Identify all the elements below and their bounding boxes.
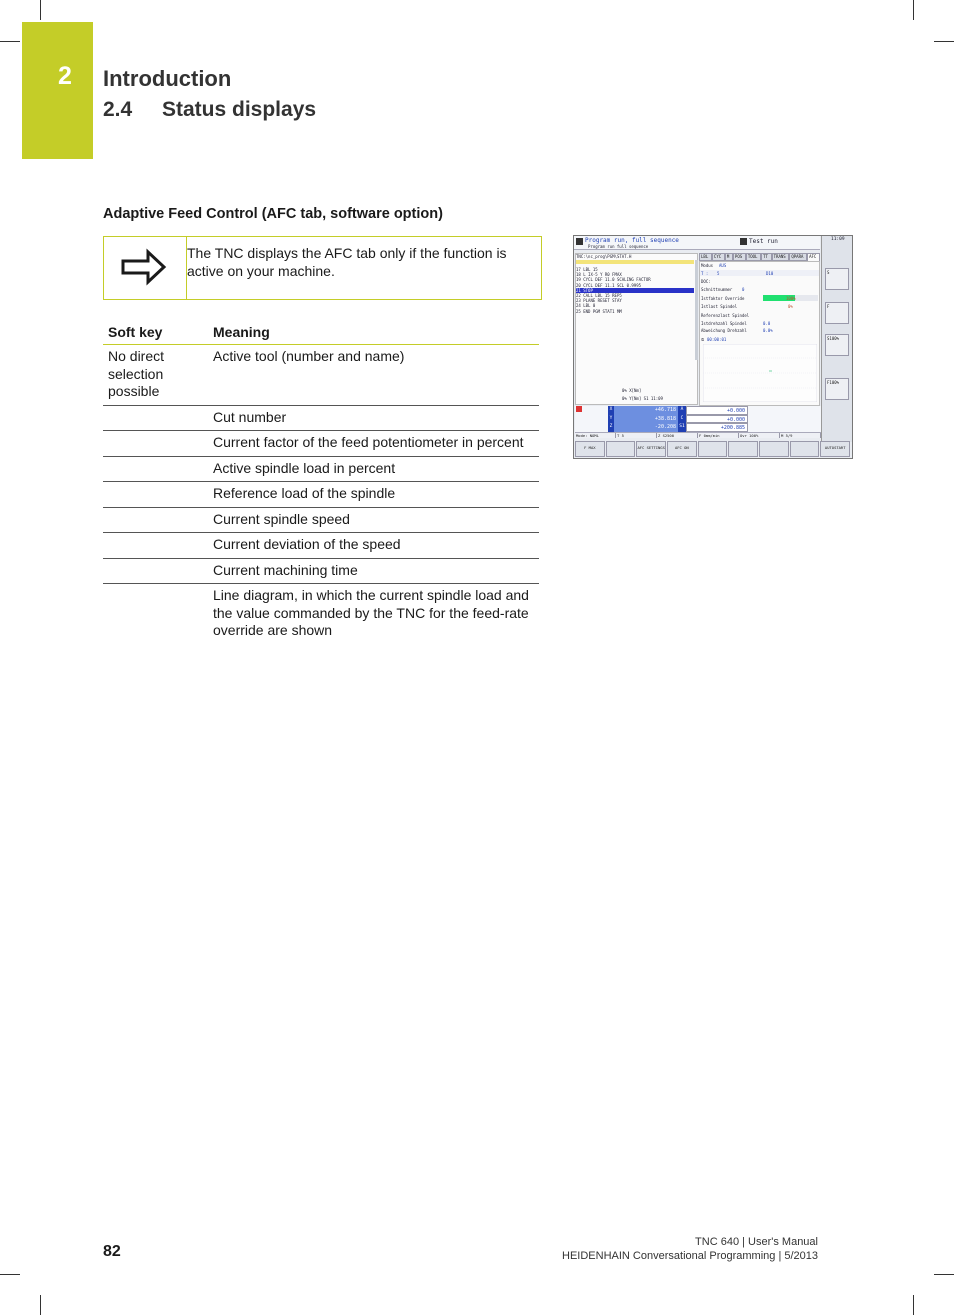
tnc-screenshot: [573, 235, 853, 459]
axis-label: Z: [608, 423, 614, 432]
afc-override-value: 100%: [786, 296, 796, 301]
softkey-cell: [103, 533, 208, 559]
footer-product: HEIDENHAIN Conversational Programming | 5/2013: [562, 1250, 818, 1262]
program-scrollbar[interactable]: [695, 260, 698, 360]
table-row: [103, 456, 539, 482]
table-row: [103, 558, 539, 584]
status-field: Z S2500: [657, 433, 698, 438]
softkey-row: [575, 441, 851, 457]
table-row: [103, 482, 539, 508]
softkey-cell: [103, 456, 208, 482]
afc-tool-name: D10: [766, 271, 774, 276]
softkey-table: [103, 320, 539, 644]
mode-icon: [576, 238, 583, 245]
program-line[interactable]: 22 CALL LBL 15 REP5: [576, 292, 622, 298]
program-path: TNC:\nc_prog\PGM\STAT.H: [576, 254, 632, 259]
axis-label: A: [678, 406, 686, 415]
footer-info: [562, 1235, 818, 1263]
status-tab[interactable]: TOOL: [746, 253, 761, 261]
mode-subtitle: Program run full sequence: [588, 244, 649, 249]
note-text: The TNC displays the AFC tab only if the function is active on your machine.: [187, 245, 507, 279]
side-key[interactable]: F100%: [825, 378, 849, 400]
status-tab[interactable]: QPARA: [789, 253, 807, 261]
program-line[interactable]: 25 END PGM STAT1 MM: [576, 308, 622, 314]
status-tab[interactable]: AFC: [807, 253, 820, 261]
status-field: Ovr 100%: [739, 433, 780, 438]
afc-speed-value: 0.0: [763, 321, 771, 326]
crop-mark: [934, 1274, 954, 1275]
afc-override-label: Istfaktor Override: [701, 296, 745, 301]
softkey-cell: [103, 431, 208, 457]
status-tab[interactable]: TT: [761, 253, 772, 261]
program-line[interactable]: 19 CYCL DEF 11.0 SCALING FACTOR: [576, 277, 651, 283]
status-tab[interactable]: POS: [733, 253, 746, 261]
softkey[interactable]: AFC ON: [667, 441, 697, 457]
table-row: [103, 507, 539, 533]
program-line[interactable]: 17 LBL 15: [576, 267, 598, 272]
table-row: [103, 345, 539, 406]
status-bar: [575, 432, 821, 438]
crop-mark: [40, 1295, 41, 1315]
afc-speed-label: Istdrehzahl Spindel: [701, 321, 747, 326]
meaning-cell: Reference load of the spindle: [208, 482, 539, 508]
axis-value: +0.000: [686, 406, 748, 415]
status-tab[interactable]: LBL: [699, 253, 712, 261]
meaning-cell: Cut number: [208, 405, 539, 431]
axis-value: +46.718: [614, 406, 678, 415]
footer-manual: TNC 640 | User's Manual: [695, 1236, 818, 1248]
afc-line-diagram: [703, 344, 817, 402]
softkey[interactable]: [728, 441, 758, 457]
meaning-cell: Current deviation of the speed: [208, 533, 539, 559]
mode-title: Program run, full sequence: [585, 237, 679, 244]
afc-dev-label: Abweichung Drehzahl: [701, 328, 747, 333]
axis-value: -20.208: [614, 423, 678, 432]
axis-value: +200.885: [686, 423, 748, 432]
crop-mark: [913, 1295, 914, 1315]
softkey[interactable]: AUTOSTART: [820, 441, 850, 457]
softkey[interactable]: [790, 441, 820, 457]
axis-label: C: [678, 415, 686, 424]
test-run-icon: [740, 238, 747, 245]
status-tab[interactable]: TRANS: [772, 253, 790, 261]
position-row: [608, 415, 748, 424]
afc-tool-label: T :: [701, 271, 709, 276]
status-tab-row: [699, 253, 820, 261]
clock: 11:09: [831, 237, 845, 242]
side-key[interactable]: S: [825, 268, 849, 290]
program-line[interactable]: 18 L IX-5 Y R0 FMAX: [576, 272, 622, 278]
meaning-cell: Current machining time: [208, 558, 539, 584]
section-number: 2.4: [103, 98, 133, 121]
side-key[interactable]: S100%: [825, 334, 849, 356]
test-run-label: Test run: [749, 238, 778, 245]
note-box: [103, 236, 542, 300]
program-header-bar: [576, 260, 694, 264]
meaning-cell: Active tool (number and name): [208, 345, 539, 406]
softkey[interactable]: [698, 441, 728, 457]
softkey-cell: [103, 482, 208, 508]
crop-mark: [0, 1274, 20, 1275]
meaning-cell: Current factor of the feed potentiometer in percent: [208, 431, 539, 457]
status-field: Mode: NOML: [575, 433, 616, 438]
program-line[interactable]: 24 LBL 0: [576, 303, 596, 309]
meaning-cell: Active spindle load in percent: [208, 456, 539, 482]
crop-mark: [934, 41, 954, 42]
subheading: Adaptive Feed Control (AFC tab, software option): [103, 206, 443, 222]
afc-doc-label: DOC:: [701, 279, 711, 284]
afc-load-label: Istlast Spindel: [701, 304, 738, 309]
meaning-cell: Current spindle speed: [208, 507, 539, 533]
axis-label: S1: [678, 423, 686, 432]
afc-cut-value: 0: [742, 287, 745, 292]
position-rows: [608, 406, 748, 432]
status-line: 0% X[Nm]: [622, 388, 642, 393]
table-row: [103, 431, 539, 457]
afc-modus-value: AUS: [719, 263, 727, 268]
note-icon-cell: [104, 237, 187, 299]
crop-mark: [913, 0, 914, 20]
softkey[interactable]: [759, 441, 789, 457]
program-line[interactable]: 20 CYCL DEF 11.1 SCL 0.9995: [576, 282, 642, 288]
softkey-cell: [103, 558, 208, 584]
axis-label: X: [608, 406, 614, 415]
column-header: Soft key: [103, 320, 208, 345]
status-line: 0% Y[Nm] S1 11:09: [622, 396, 663, 401]
afc-load-value: 0%: [788, 304, 793, 309]
program-line[interactable]: 21 STOP: [576, 288, 694, 293]
crop-mark: [40, 0, 41, 20]
softkey-cell: [103, 584, 208, 644]
softkey-cell: No direct selection possible: [103, 345, 208, 406]
meaning-cell: Line diagram, in which the current spindle load and the value commanded by the TNC for the feed-rate override are shown: [213, 587, 529, 638]
afc-time-value: 00:00:01: [707, 337, 727, 342]
table-row: [103, 584, 539, 644]
afc-modus-label: Modus: [701, 263, 714, 268]
program-line[interactable]: 23 PLANE RESET STAY: [576, 298, 622, 304]
side-key[interactable]: F: [825, 302, 849, 324]
afc-dev-value: 0.0%: [763, 328, 773, 333]
status-tab[interactable]: CYC: [712, 253, 725, 261]
afc-ref-label: Referenzlast Spindel: [701, 313, 750, 318]
softkey[interactable]: AFC SETTINGS: [636, 441, 666, 457]
afc-cut-label: Schnittnummer: [701, 287, 733, 292]
program-lines: [576, 267, 694, 314]
table-row: [103, 405, 539, 431]
axis-label: Y: [608, 415, 614, 424]
status-field: T 5: [616, 433, 657, 438]
clock-icon: ⏲: [701, 337, 705, 342]
softkey-cell: [103, 507, 208, 533]
status-field: F 0mm/min: [698, 433, 739, 438]
chapter-title: Introduction: [103, 66, 232, 91]
softkey[interactable]: [606, 441, 636, 457]
softkey-cell: [103, 405, 208, 431]
section-title: Status displays: [162, 98, 317, 121]
softkey[interactable]: F MAX: [575, 441, 605, 457]
crop-mark: [0, 41, 20, 42]
status-field: M 5/9: [780, 433, 821, 438]
chapter-number: 2: [58, 62, 72, 90]
stop-icon: [576, 406, 582, 412]
axis-value: +38.818: [614, 415, 678, 424]
arrow-right-icon: [120, 245, 168, 289]
page-number: 82: [103, 1243, 121, 1260]
axis-value: +0.000: [686, 415, 748, 424]
status-tab[interactable]: M: [725, 253, 733, 261]
table-row: [103, 533, 539, 559]
column-header: Meaning: [208, 320, 539, 345]
position-row: [608, 423, 748, 432]
afc-tool-number: 5: [717, 271, 720, 276]
position-row: [608, 406, 748, 415]
